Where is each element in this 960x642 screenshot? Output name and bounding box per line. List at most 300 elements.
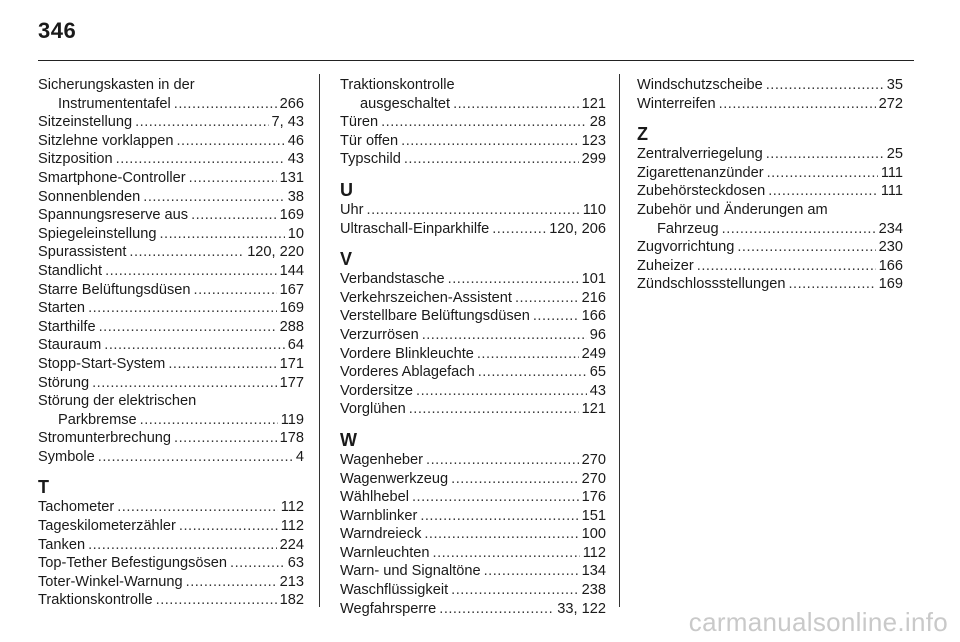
leader-dots — [719, 95, 876, 114]
index-entry-pages: 64 — [287, 337, 304, 354]
index-entry-pages: 178 — [279, 430, 304, 447]
leader-dots — [186, 573, 277, 592]
index-entry-pages: 272 — [878, 95, 903, 112]
index-entry — [38, 355, 304, 374]
index-entry-term: Stauraum — [38, 337, 102, 354]
leader-dots — [737, 238, 875, 257]
index-entry-pages: 224 — [279, 536, 304, 553]
index-entry-line — [340, 600, 606, 619]
leader-dots — [381, 113, 587, 132]
index-entry-pages: 270 — [581, 470, 606, 487]
index-entry-line — [38, 448, 304, 467]
leader-dots — [176, 132, 284, 151]
index-entry-term: Sonnenblenden — [38, 188, 141, 205]
index-entry-line — [340, 363, 606, 382]
index-entry-term: Instrumententafel — [58, 95, 171, 112]
leader-dots — [515, 289, 579, 308]
leader-dots — [401, 132, 579, 151]
index-entry-term: Verkehrszeichen-Assistent — [340, 289, 512, 306]
index-entry-term: Verzurrösen — [340, 326, 419, 343]
leader-dots — [88, 536, 277, 555]
index-entry-term: Vorglühen — [340, 401, 406, 418]
leader-dots — [420, 507, 578, 526]
index-entry-pages: 112 — [280, 499, 304, 516]
index-entry-term: Vorderes Ablagefach — [340, 364, 475, 381]
index-entry-line — [38, 318, 304, 337]
index-column-1 — [38, 76, 304, 610]
index-entry-term: Fahrzeug — [657, 220, 719, 237]
leader-dots — [135, 113, 268, 132]
leader-dots — [159, 225, 284, 244]
leader-dots — [484, 562, 579, 581]
index-entry-pages: 299 — [581, 151, 606, 168]
leader-dots — [140, 411, 278, 430]
leader-dots — [174, 429, 277, 448]
index-entry-pages: 167 — [279, 281, 304, 298]
index-entry-pages: 43 — [287, 151, 304, 168]
leader-dots — [156, 591, 277, 610]
watermark: carmanualsonline.info — [688, 607, 948, 637]
index-entry-line — [38, 95, 304, 114]
index-entry — [38, 299, 304, 318]
index-entry — [38, 113, 304, 132]
index-entry-pages: 7, 43 — [271, 114, 304, 131]
index-entry-term: Top-Tether Befestigungsösen — [38, 555, 228, 572]
index-entry-term: Spurassistent — [38, 244, 127, 261]
leader-dots — [422, 326, 587, 345]
index-entry — [340, 307, 606, 326]
index-entry-line — [340, 113, 606, 132]
leader-dots — [478, 363, 587, 382]
index-entry-pages: 112 — [582, 544, 606, 561]
index-entry-line — [340, 132, 606, 151]
index-entry — [340, 600, 606, 619]
index-entry-term: Warndreieck — [340, 526, 422, 543]
index-entry-line — [637, 238, 903, 257]
index-entry-line — [38, 169, 304, 188]
index-entry — [340, 289, 606, 308]
index-entry-term: Wagenwerkzeug — [340, 470, 449, 487]
leader-dots — [179, 517, 278, 536]
index-entry — [38, 262, 304, 281]
index-entry-term: Ultraschall-Einparkhilfe — [340, 220, 490, 237]
index-entry-line — [38, 188, 304, 207]
index-entry-term: Tachometer — [38, 499, 115, 516]
index-entry — [637, 95, 903, 114]
index-entry — [340, 525, 606, 544]
index-entry — [38, 188, 304, 207]
index-entry — [38, 206, 304, 225]
index-entry — [340, 270, 606, 289]
section-letter: Z — [637, 124, 648, 145]
index-entry-term: Starre Belüftungsdüsen — [38, 281, 191, 298]
index-entry-term: Smartphone-Controller — [38, 169, 186, 186]
index-entry — [637, 182, 903, 201]
leader-dots — [722, 220, 876, 239]
index-entry-term: Starthilfe — [38, 318, 96, 335]
index-entry-line — [637, 275, 903, 294]
index-entry-line — [38, 336, 304, 355]
index-entry-line — [340, 562, 606, 581]
leader-dots — [129, 243, 244, 262]
index-entry — [38, 336, 304, 355]
leader-dots — [409, 400, 579, 419]
index-entry-term: Waschflüssigkeit — [340, 582, 449, 599]
leader-dots — [766, 145, 884, 164]
index-entry-term: Winterreifen — [637, 95, 716, 112]
index-entry-line — [340, 544, 606, 563]
index-entry-term: Windschutzscheibe — [637, 77, 763, 93]
leader-dots — [768, 182, 878, 201]
index-entry-pages: 101 — [581, 271, 606, 288]
leader-dots — [404, 150, 579, 169]
index-entry-line — [340, 451, 606, 470]
leader-dots — [448, 270, 579, 289]
index-entry-pages: 288 — [279, 318, 304, 335]
index-entry — [340, 113, 606, 132]
index-entry-pages: 123 — [581, 132, 606, 149]
section-letter: T — [38, 477, 49, 498]
leader-dots — [105, 262, 277, 281]
index-entry-term: Vordersitze — [340, 382, 414, 399]
index-entry — [38, 392, 304, 429]
index-entry — [340, 132, 606, 151]
index-entry-term: Tageskilometerzähler — [38, 518, 176, 535]
index-entry-pages: 43 — [589, 382, 606, 399]
section-letter: W — [340, 429, 357, 450]
index-entry-term: ausgeschaltet — [360, 95, 451, 112]
index-entry-term: Wegfahrsperre — [340, 600, 437, 617]
index-entry — [340, 382, 606, 401]
index-entry-line — [340, 507, 606, 526]
index-entry-term: Warnblinker — [340, 507, 418, 524]
index-entry-pages: 4 — [295, 448, 304, 465]
leader-dots — [426, 451, 579, 470]
index-entry-line — [340, 525, 606, 544]
index-entry — [637, 201, 903, 238]
index-entry-lead: Traktionskontrolle — [340, 77, 455, 93]
index-entry-term: Starten — [38, 300, 86, 317]
index-entry-term: Traktionskontrolle — [38, 592, 153, 609]
leader-dots — [767, 164, 878, 183]
index-entry-term: Stromunterbrechung — [38, 430, 172, 447]
index-entry — [637, 238, 903, 257]
index-entry-pages: 96 — [589, 326, 606, 343]
index-entry-term: Spiegeleinstellung — [38, 225, 157, 242]
leader-dots — [116, 150, 285, 169]
index-entry-line — [637, 220, 903, 239]
index-column-2 — [340, 76, 606, 618]
index-entry-line — [38, 225, 304, 244]
index-entry-line — [340, 581, 606, 600]
leader-dots — [104, 336, 284, 355]
index-entry-line — [637, 182, 903, 201]
index-entry-term: Sitzeinstellung — [38, 114, 133, 131]
index-entry-pages: 134 — [581, 563, 606, 580]
index-entry-pages: 169 — [279, 300, 304, 317]
index-entry-pages: 65 — [589, 364, 606, 381]
index-entry-line — [340, 220, 606, 239]
index-entry-line — [38, 536, 304, 555]
index-entry-line — [38, 299, 304, 318]
index-entry-pages: 177 — [279, 374, 304, 391]
index-entry-pages: 121 — [581, 95, 606, 112]
index-entry-line — [637, 76, 903, 95]
index-entry-pages: 100 — [581, 526, 606, 543]
index-entry-line — [340, 289, 606, 308]
index-entry-pages: 182 — [279, 592, 304, 609]
section-letter: U — [340, 179, 353, 200]
index-entry-term: Zigarettenanzünder — [637, 164, 764, 181]
index-entry-line — [38, 113, 304, 132]
leader-dots — [168, 355, 276, 374]
index-entry-pages: 166 — [581, 308, 606, 325]
index-entry-pages: 230 — [878, 239, 903, 256]
index-entry-pages: 35 — [886, 77, 903, 93]
leader-dots — [194, 281, 277, 300]
index-entry — [38, 132, 304, 151]
index-entry-term: Warn- und Signaltöne — [340, 563, 481, 580]
index-entry-term: Türen — [340, 114, 379, 131]
index-entry-term: Sitzposition — [38, 151, 113, 168]
index-entry-pages: 171 — [279, 355, 304, 372]
index-entry-line — [38, 411, 304, 430]
index-entry-term: Uhr — [340, 201, 364, 218]
index-entry — [340, 581, 606, 600]
index-entry-pages: 38 — [287, 188, 304, 205]
index-entry — [38, 498, 304, 517]
index-entry-line — [38, 429, 304, 448]
leader-dots — [412, 488, 579, 507]
index-entry — [38, 225, 304, 244]
index-entry-line — [38, 243, 304, 262]
leader-dots — [367, 201, 580, 220]
index-entry-term: Tanken — [38, 536, 86, 553]
leader-dots — [99, 318, 277, 337]
section-letter: V — [340, 249, 353, 270]
index-entry — [38, 573, 304, 592]
index-entry-lead: Zubehör und Änderungen am — [637, 201, 828, 218]
index-entry-pages: 112 — [280, 518, 304, 535]
index-entry-pages: 46 — [287, 132, 304, 149]
index-entry — [38, 150, 304, 169]
index-entry-term: Warnleuchten — [340, 544, 430, 561]
leader-dots — [230, 554, 285, 573]
index-entry-line — [340, 488, 606, 507]
leader-dots — [451, 470, 578, 489]
index-entry — [340, 451, 606, 470]
index-entry-pages: 270 — [581, 451, 606, 468]
index-entry-line — [340, 326, 606, 345]
index-entry — [38, 536, 304, 555]
index-entry-pages: 238 — [581, 582, 606, 599]
index-entry-line — [38, 498, 304, 517]
index-entry-line — [340, 382, 606, 401]
index-entry-pages: 33, 122 — [557, 600, 606, 617]
index-entry-pages: 120, 220 — [247, 244, 304, 261]
index-entry — [38, 429, 304, 448]
index-column-3 — [637, 76, 903, 294]
index-entry — [38, 554, 304, 573]
index-entry-line — [38, 206, 304, 225]
index-entry — [340, 562, 606, 581]
index-entry-term: Wagenheber — [340, 451, 424, 468]
index-entry-pages: 166 — [878, 257, 903, 274]
index-entry — [38, 243, 304, 262]
index-entry-term: Parkbremse — [58, 411, 137, 428]
index-entry-term: Zentralverriegelung — [637, 146, 763, 163]
index-entry-term: Wählhebel — [340, 489, 409, 506]
leader-dots — [451, 581, 579, 600]
index-entry-pages: 111 — [880, 183, 903, 200]
leader-dots — [533, 307, 579, 326]
index-entry-line — [637, 257, 903, 276]
index-entry-line — [340, 400, 606, 419]
index-entry — [340, 201, 606, 220]
leader-dots — [191, 206, 277, 225]
index-entry-line — [38, 374, 304, 393]
index-entry-pages: 234 — [878, 220, 903, 237]
index-entry-term: Verbandstasche — [340, 271, 445, 288]
index-entry — [637, 257, 903, 276]
index-entry-pages: 169 — [279, 207, 304, 224]
index-entry-line — [340, 201, 606, 220]
index-entry-term: Zündschlossstellungen — [637, 276, 786, 293]
index-entry-pages: 249 — [581, 345, 606, 362]
index-entry — [340, 150, 606, 169]
index-entry-pages: 176 — [581, 489, 606, 506]
index-entry-line — [340, 470, 606, 489]
index-entry-term: Sitzlehne vorklappen — [38, 132, 174, 149]
leader-dots — [416, 382, 587, 401]
index-entry-pages: 25 — [886, 146, 903, 163]
index-entry — [637, 76, 903, 95]
index-entry-pages: 121 — [581, 401, 606, 418]
index-entry-pages: 131 — [279, 169, 304, 186]
leader-dots — [766, 76, 884, 95]
index-entry — [637, 275, 903, 294]
page-number: 346 — [38, 18, 77, 43]
index-entry-pages: 213 — [279, 573, 304, 590]
index-entry — [340, 488, 606, 507]
index-entry — [38, 76, 304, 113]
index-entry-line — [38, 517, 304, 536]
index-entry — [340, 345, 606, 364]
index-entry-pages: 169 — [878, 276, 903, 293]
index-entry-line — [340, 345, 606, 364]
index-entry-pages: 119 — [280, 411, 304, 428]
index-entry-lead: Störung der elektrischen — [38, 393, 197, 410]
index-entry — [340, 507, 606, 526]
index-entry-pages: 216 — [581, 289, 606, 306]
index-entry-term: Standlicht — [38, 262, 103, 279]
index-entry — [340, 400, 606, 419]
header-rule — [38, 60, 914, 61]
leader-dots — [92, 374, 277, 393]
leader-dots — [174, 95, 277, 114]
index-entry-pages: 28 — [589, 114, 606, 131]
leader-dots — [492, 220, 546, 239]
index-entry-term: Vordere Blinkleuchte — [340, 345, 474, 362]
index-entry-line — [340, 150, 606, 169]
column-divider-1 — [319, 74, 320, 607]
index-entry-term: Tür offen — [340, 132, 399, 149]
index-entry-pages: 111 — [880, 164, 903, 181]
leader-dots — [98, 448, 293, 467]
index-entry-line — [38, 355, 304, 374]
index-entry-line — [38, 150, 304, 169]
leader-dots — [143, 188, 285, 207]
index-entry-term: Zubehörsteckdosen — [637, 183, 766, 200]
index-entry-line — [38, 591, 304, 610]
index-entry-term: Symbole — [38, 448, 95, 465]
index-entry — [38, 318, 304, 337]
leader-dots — [117, 498, 277, 517]
index-entry — [38, 374, 304, 393]
index-entry-pages: 151 — [581, 507, 606, 524]
index-entry — [637, 145, 903, 164]
index-entry — [340, 76, 606, 113]
index-entry — [38, 591, 304, 610]
index-entry-line — [38, 262, 304, 281]
index-entry-lead: Sicherungskasten in der — [38, 77, 195, 93]
index-entry — [38, 169, 304, 188]
index-entry-line — [38, 573, 304, 592]
index-entry — [38, 517, 304, 536]
index-entry — [340, 326, 606, 345]
index-entry-line — [340, 95, 606, 114]
index-entry-term: Toter-Winkel-Warnung — [38, 573, 183, 590]
index-entry-pages: 266 — [279, 95, 304, 112]
leader-dots — [439, 600, 554, 619]
index-entry-pages: 144 — [279, 262, 304, 279]
index-entry-term: Spannungsreserve aus — [38, 207, 189, 224]
index-entry-line — [637, 164, 903, 183]
column-divider-2 — [619, 74, 620, 607]
index-entry-term: Verstellbare Belüftungsdüsen — [340, 308, 530, 325]
leader-dots — [189, 169, 277, 188]
index-entry — [637, 164, 903, 183]
index-entry-pages: 110 — [582, 201, 606, 218]
leader-dots — [433, 544, 580, 563]
index-entry-line — [637, 95, 903, 114]
index-entry-term: Zuheizer — [637, 257, 694, 274]
index-entry-line — [38, 281, 304, 300]
leader-dots — [477, 345, 579, 364]
index-entry — [38, 448, 304, 467]
index-entry — [340, 220, 606, 239]
index-entry-term: Stopp-Start-System — [38, 355, 166, 372]
leader-dots — [453, 95, 579, 114]
index-entry — [38, 281, 304, 300]
index-entry-pages: 120, 206 — [549, 220, 606, 237]
index-entry-term: Zugvorrichtung — [637, 239, 735, 256]
leader-dots — [788, 275, 875, 294]
leader-dots — [88, 299, 277, 318]
index-entry-pages: 63 — [287, 555, 304, 572]
index-entry-pages: 10 — [287, 225, 304, 242]
index-entry-line — [38, 132, 304, 151]
index-entry-term: Typschild — [340, 151, 401, 168]
index-entry — [340, 544, 606, 563]
leader-dots — [424, 525, 578, 544]
index-entry — [340, 363, 606, 382]
index-entry-line — [340, 270, 606, 289]
index-entry-line — [38, 554, 304, 573]
index-entry-line — [637, 145, 903, 164]
leader-dots — [697, 257, 876, 276]
index-entry-line — [340, 307, 606, 326]
